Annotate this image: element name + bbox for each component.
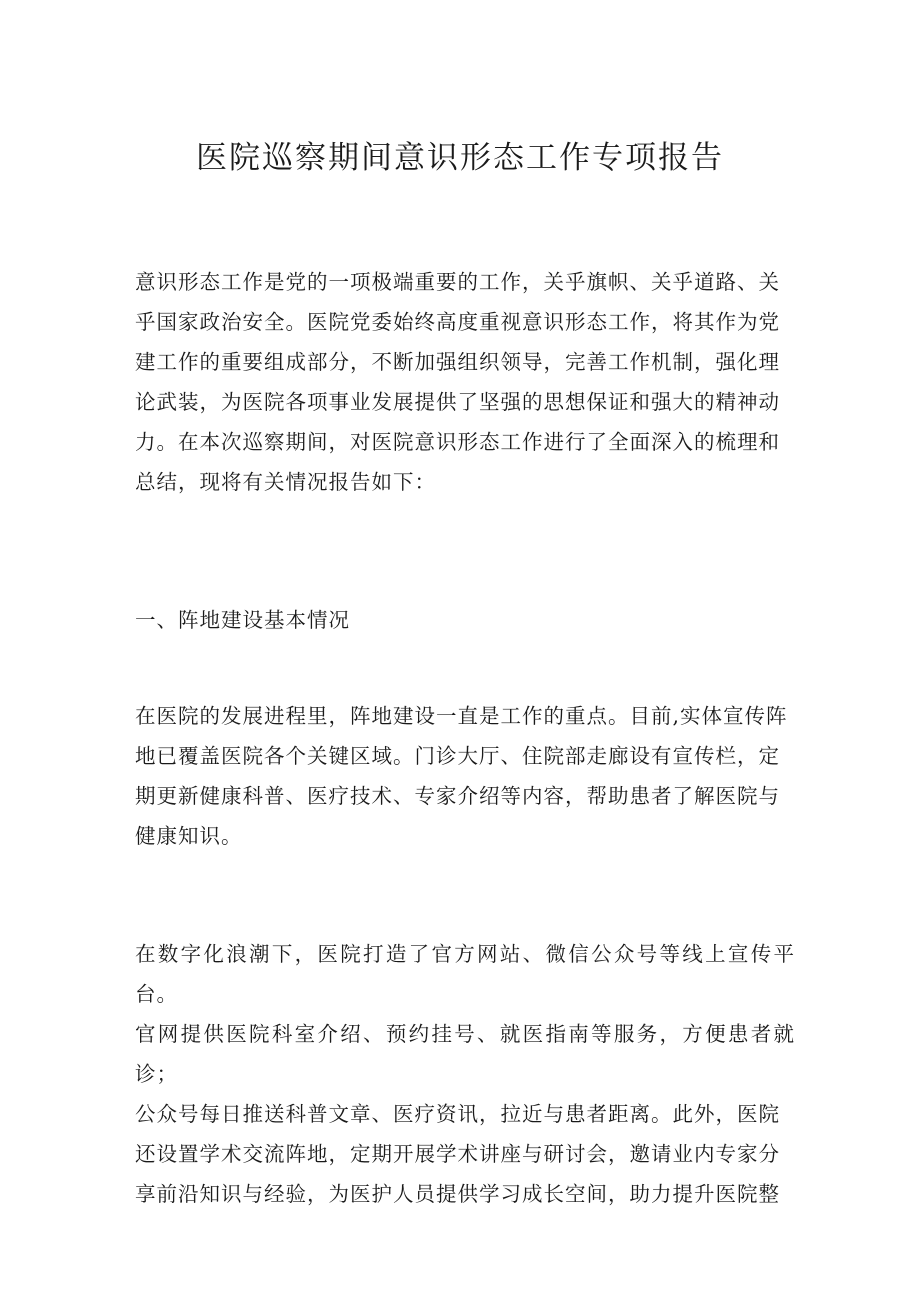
document-title: 医院巡察期间意识形态工作专项报告 bbox=[196, 140, 724, 176]
body-paragraph: 在医院的发展进程里，阵地建设一直是工作的重点。目前,实体宣传阵 地已覆盖医院各个关键区域。门诊大厅、住院部走廊设有宣传栏，定 期更新健康科普、医疗技术、专家介绍等内容，帮助患者了解医院与 健康知识。 bbox=[135, 704, 788, 848]
section-heading: 一、阵地建设基本情况 bbox=[135, 608, 350, 632]
body-paragraph: 在数字化浪潮下，医院打造了官方网站、微信公众号等线上宣传平台。 官网提供医院科室介绍、预约挂号、就医指南等服务，方便患者就诊； 公众号每日推送科普文章、医疗资讯，拉近与患者距离。此外，医院 还设置学术交流阵地，定期开展学术讲座与研讨会，邀请业内专家分 享前沿知识与经验，为医护人员提供学习成长空间，助力提升医院整 bbox=[135, 942, 795, 1206]
intro-paragraph: 意识形态工作是党的一项极端重要的工作，关乎旗帜、关乎道路、关 乎国家政治安全。医院党委始终高度重视意识形态工作，将其作为党 建工作的重要组成部分，不断加强组织领导，完善工作机制，强化理 论武装，为医院各项事业发展提供了坚强的思想保证和强大的精神动 力。在本次巡察期间，对医院意识形态工作进行了全面深入的梳理和 总结，现将有关情况报告如下： bbox=[135, 270, 780, 494]
